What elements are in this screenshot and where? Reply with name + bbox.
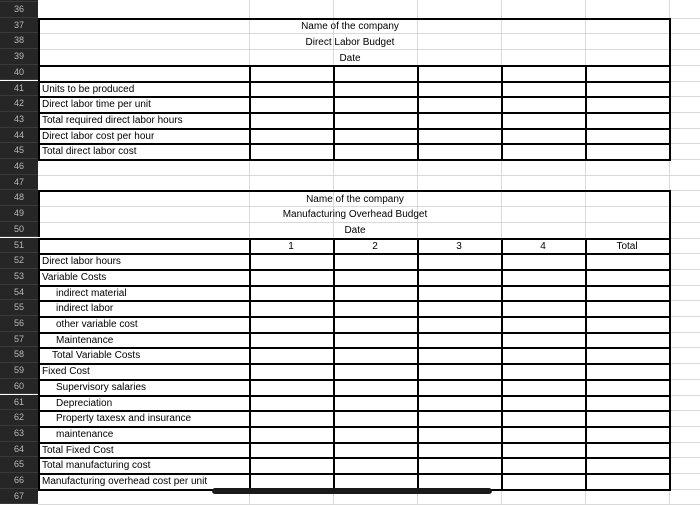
table-border [669,238,671,489]
labor-row-label[interactable]: Total direct labor cost [42,146,137,158]
table-border [501,238,503,489]
row-header[interactable]: 59 [0,363,38,379]
row-header[interactable]: 57 [0,332,38,348]
gridline [38,175,700,176]
overhead-row-label[interactable]: Variable Costs [42,271,107,283]
table-border [38,395,669,397]
row-header[interactable]: 40 [0,65,38,81]
labor-row-label[interactable]: Units to be produced [42,83,135,95]
overhead-row-label[interactable]: indirect material [56,287,127,299]
row-header[interactable]: 38 [0,33,38,49]
overhead-row-label[interactable]: other variable cost [56,319,138,330]
table-border [38,269,669,271]
row-header[interactable]: 56 [0,316,38,332]
table-border [501,65,503,159]
table-border [38,442,669,444]
table-border [417,65,419,159]
horizontal-scrollbar[interactable] [212,488,492,494]
overhead-row-label[interactable]: Manufacturing overhead cost per unit [42,476,208,487]
table-border [333,65,335,159]
labor-title[interactable]: Direct Labor Budget [305,37,395,48]
table-border [417,238,419,489]
row-header[interactable]: 54 [0,285,38,301]
table-border [38,190,40,237]
table-border [669,18,671,66]
table-border [38,18,40,65]
overhead-column-header[interactable]: 2 [372,240,378,252]
row-header[interactable]: 44 [0,128,38,144]
row-header[interactable]: 42 [0,96,38,112]
row-header[interactable]: 65 [0,457,38,473]
table-border [333,238,335,489]
row-header[interactable]: 62 [0,410,38,426]
table-border [249,65,251,159]
table-border [249,238,251,489]
row-header[interactable]: 36 [0,2,38,18]
overhead-row-label[interactable]: Total manufacturing cost [42,460,151,472]
table-border [669,190,671,238]
row-header[interactable]: 55 [0,300,38,316]
table-border [585,65,587,159]
table-border [38,238,40,489]
row-header[interactable]: 41 [0,81,38,97]
row-header[interactable]: 49 [0,206,38,222]
row-header[interactable]: 48 [0,190,38,206]
row-header[interactable]: 61 [0,395,38,411]
row-header[interactable]: 64 [0,442,38,458]
row-header[interactable]: 43 [0,112,38,128]
labor-date[interactable]: Date [339,53,361,64]
table-border [669,65,671,159]
row-header[interactable]: 53 [0,269,38,285]
overhead-row-label[interactable]: maintenance [56,428,114,440]
overhead-company[interactable]: Name of the company [306,194,404,205]
overhead-column-header[interactable]: Total [616,240,638,252]
overhead-column-header[interactable]: 3 [456,240,462,252]
overhead-row-label[interactable]: Supervisory salaries [56,381,147,393]
overhead-row-label[interactable]: Maintenance [56,334,114,346]
overhead-row-label[interactable]: Property taxesx and insurance [56,413,192,425]
row-header[interactable]: 66 [0,473,38,489]
table-border [38,426,669,428]
row-header-top [0,0,38,2]
overhead-column-header[interactable]: 1 [288,240,294,252]
table-border [585,238,587,489]
row-header[interactable]: 37 [0,18,38,34]
row-header[interactable]: 46 [0,159,38,175]
row-header[interactable]: 63 [0,426,38,442]
row-header[interactable]: 39 [0,49,38,65]
labor-row-label[interactable]: Direct labor time per unit [42,99,151,111]
table-border [38,65,40,159]
overhead-row-label[interactable]: indirect labor [56,303,114,315]
table-border [38,300,669,302]
overhead-date[interactable]: Date [344,225,366,236]
row-header[interactable]: 58 [0,347,38,363]
row-header[interactable]: 50 [0,222,38,238]
table-border [38,159,671,161]
row-header[interactable]: 47 [0,175,38,191]
labor-row-label[interactable]: Direct labor cost per hour [42,130,155,142]
labor-company[interactable]: Name of the company [301,21,399,32]
labor-row-label[interactable]: Total required direct labor hours [42,114,183,126]
row-header[interactable]: 67 [0,489,38,505]
overhead-row-label[interactable]: Total Fixed Cost [42,444,114,456]
row-header[interactable]: 60 [0,379,38,395]
overhead-column-header[interactable]: 4 [540,240,546,252]
overhead-row-label[interactable]: Depreciation [56,397,113,409]
table-border [38,363,669,365]
overhead-row-label[interactable]: Fixed Cost [42,366,90,378]
overhead-row-label[interactable]: Direct labor hours [42,256,121,268]
row-header[interactable]: 52 [0,253,38,269]
row-header[interactable]: 45 [0,143,38,159]
overhead-row-label[interactable]: Total Variable Costs [52,350,141,362]
table-border [38,285,669,287]
overhead-title[interactable]: Manufacturing Overhead Budget [282,209,428,220]
row-header[interactable]: 51 [0,238,38,254]
